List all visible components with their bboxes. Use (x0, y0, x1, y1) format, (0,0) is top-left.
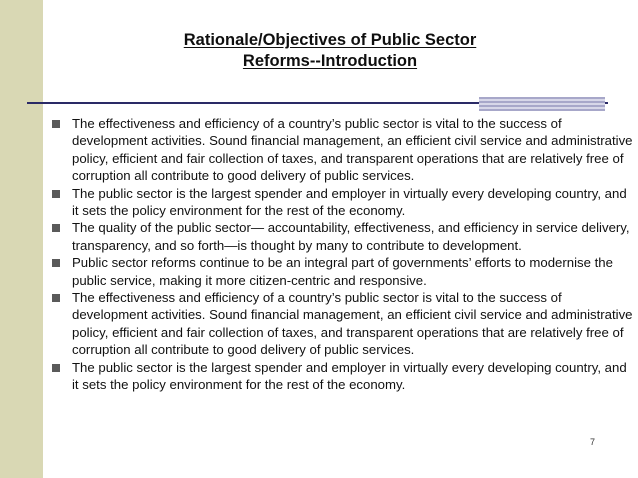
bullet-text: The effectiveness and efficiency of a country’s public sector is vital to the success of development activities. Sound financial management, an efficient civil service and administrative policy, efficient and fair collection of taxes, and transparent operations that are relatively free of corruption all contribute to good delivery of public services. (72, 290, 633, 358)
bullet-text: Public sector reforms continue to be an integral part of governments’ efforts to modernise the public service, making it more citizen-centric and responsive. (72, 255, 613, 288)
bullet-text: The quality of the public sector— accountability, effectiveness, and efficiency in service delivery, transparency, and so forth—is thought by many to contribute to development. (72, 220, 630, 253)
bullet-text: The public sector is the largest spender and employer in virtually every developing country, and it sets the policy environment for the rest of the economy. (72, 185, 627, 219)
bullet-item (52, 289, 634, 359)
bullet-item (52, 359, 634, 394)
square-bullet-icon (52, 294, 60, 302)
slide-title-line-2: Reforms--Introduction (242, 52, 418, 70)
square-bullet-icon (52, 120, 60, 128)
square-bullet-icon (52, 224, 60, 232)
bullet-list (52, 115, 634, 394)
bullet-text: The effectiveness and efficiency of a country’s public sector is vital to the success of development activities. Sound financial management, an efficient civil service and administrative policy, efficient and fair collection of taxes, and transparent operations that are relatively free of corruption all contribute to good delivery of public services. (72, 116, 633, 184)
slide-title (100, 30, 560, 72)
bullet-item (52, 185, 634, 220)
bullet-item (52, 254, 634, 289)
bullet-text: The public sector is the largest spender and employer in virtually every developing country, and it sets the policy environment for the rest of the economy. (72, 359, 627, 393)
bullet-item (52, 115, 634, 185)
accent-block (479, 97, 605, 111)
square-bullet-icon (52, 190, 60, 198)
slide-title-line-1: Rationale/Objectives of Public Sector (183, 31, 477, 49)
bullet-item (52, 219, 634, 254)
square-bullet-icon (52, 364, 60, 372)
square-bullet-icon (52, 259, 60, 267)
page-number: 7 (590, 437, 596, 447)
left-decorative-bar (0, 0, 43, 478)
